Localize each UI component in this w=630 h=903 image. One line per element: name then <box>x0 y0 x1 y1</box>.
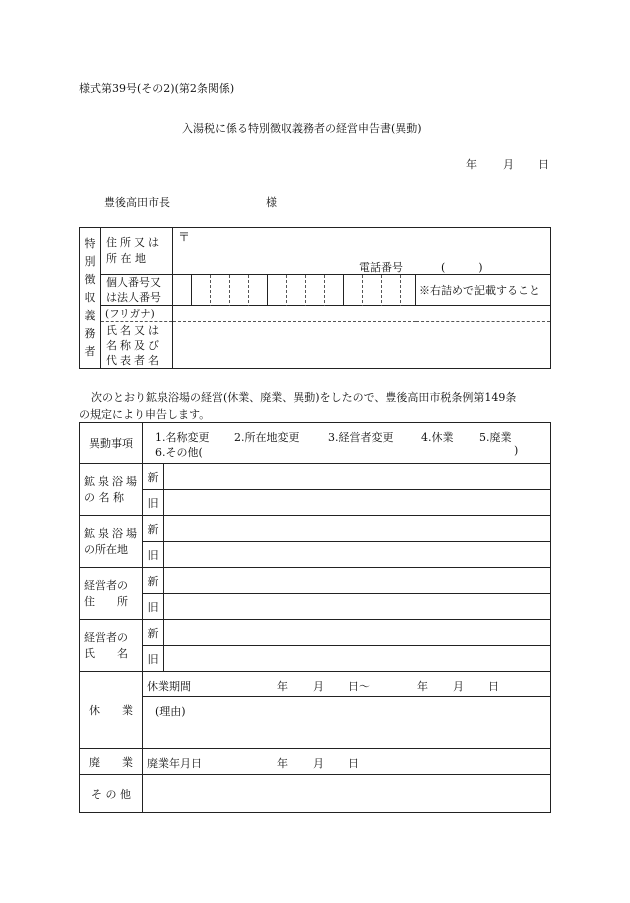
phone-field[interactable]: ( ) <box>441 261 483 274</box>
suspension-start-day: 日〜 <box>348 680 370 693</box>
id-number-note: ※右詰めで記載すること <box>416 275 551 306</box>
addressee-honorific: 様 <box>266 196 277 209</box>
name-label: 氏名又は 名称及び 代表者名 <box>101 322 173 369</box>
operator-address-label: 経営者の 住 所 <box>80 568 143 620</box>
bath-location-label: 鉱泉浴場 の所在地 <box>80 516 143 568</box>
closure-label: 廃 業 <box>80 749 143 775</box>
form-number: 様式第39号(その2)(第2条関係) <box>79 82 235 95</box>
option-other[interactable]: 6.その他( <box>155 446 203 459</box>
closure-field[interactable] <box>143 749 551 775</box>
id-number-field[interactable] <box>173 275 416 306</box>
id-number-grid <box>173 275 416 306</box>
date-month: 月 <box>503 158 514 171</box>
suspension-end-month: 月 <box>453 680 464 693</box>
option-location-change[interactable]: 2.所在地変更 <box>234 431 300 444</box>
furigana-field[interactable] <box>173 306 551 322</box>
option-suspension[interactable]: 4.休業 <box>421 431 454 444</box>
suspension-period-label: 休業期間 <box>147 680 191 693</box>
change-table <box>79 422 551 813</box>
intro-line-2: の規定により申告します。 <box>79 408 211 421</box>
bath-name-old-field[interactable] <box>164 490 551 516</box>
old-label: 旧 <box>143 594 164 620</box>
phone-label: 電話番号 <box>359 261 403 274</box>
operator-name-label: 経営者の 氏 名 <box>80 620 143 672</box>
furigana-label: (フリガナ) <box>101 306 173 322</box>
suspension-divider <box>143 696 550 697</box>
postal-mark: 〒 <box>178 230 191 244</box>
change-items-label: 異動事項 <box>80 423 143 464</box>
change-options[interactable] <box>143 423 551 464</box>
suspension-start-month: 月 <box>313 680 324 693</box>
new-label: 新 <box>143 464 164 490</box>
suspension-label: 休 業 <box>80 672 143 749</box>
id-number-label: 個人番号又 は法人番号 <box>101 275 173 306</box>
suspension-start-year: 年 <box>277 680 288 693</box>
intro-line-1: 次のとおり鉱泉浴場の経営(休業、廃業、異動)をしたので、豊後高田市税条例第149条 <box>91 391 517 404</box>
old-label: 旧 <box>143 542 164 568</box>
option-name-change[interactable]: 1.名称変更 <box>155 431 210 444</box>
closure-month: 月 <box>313 757 324 770</box>
name-field[interactable] <box>173 322 551 369</box>
date-year: 年 <box>466 158 477 171</box>
closure-date-label: 廃業年月日 <box>147 757 202 770</box>
suspension-field[interactable] <box>143 672 551 749</box>
suspension-end-day: 日 <box>488 680 499 693</box>
date-day: 日 <box>538 158 549 171</box>
collector-table <box>79 227 551 369</box>
suspension-end-year: 年 <box>417 680 428 693</box>
closure-year: 年 <box>277 757 288 770</box>
operator-address-old-field[interactable] <box>164 594 551 620</box>
option-closure[interactable]: 5.廃業 <box>479 431 512 444</box>
bath-name-label: 鉱泉浴場 の 名 称 <box>80 464 143 516</box>
suspension-reason-label: (理由) <box>155 705 186 718</box>
other-label: そ の 他 <box>80 775 143 813</box>
new-label: 新 <box>143 620 164 646</box>
addressee-name: 豊後高田市長 <box>104 196 170 209</box>
old-label: 旧 <box>143 646 164 672</box>
closure-day: 日 <box>348 757 359 770</box>
old-label: 旧 <box>143 490 164 516</box>
bath-location-old-field[interactable] <box>164 542 551 568</box>
operator-name-new-field[interactable] <box>164 620 551 646</box>
option-other-close: ) <box>514 444 519 457</box>
operator-address-new-field[interactable] <box>164 568 551 594</box>
bath-location-new-field[interactable] <box>164 516 551 542</box>
option-operator-change[interactable]: 3.経営者変更 <box>328 431 394 444</box>
new-label: 新 <box>143 516 164 542</box>
form-title: 入湯税に係る特別徴収義務者の経営申告書(異動) <box>182 122 422 135</box>
bath-name-new-field[interactable] <box>164 464 551 490</box>
other-field[interactable] <box>143 775 551 813</box>
address-label: 住所又は 所 在 地 <box>101 228 173 275</box>
address-field[interactable] <box>173 228 551 275</box>
operator-name-old-field[interactable] <box>164 646 551 672</box>
collector-side-label: 特 別 徴 収 義 務 者 <box>80 228 101 369</box>
new-label: 新 <box>143 568 164 594</box>
